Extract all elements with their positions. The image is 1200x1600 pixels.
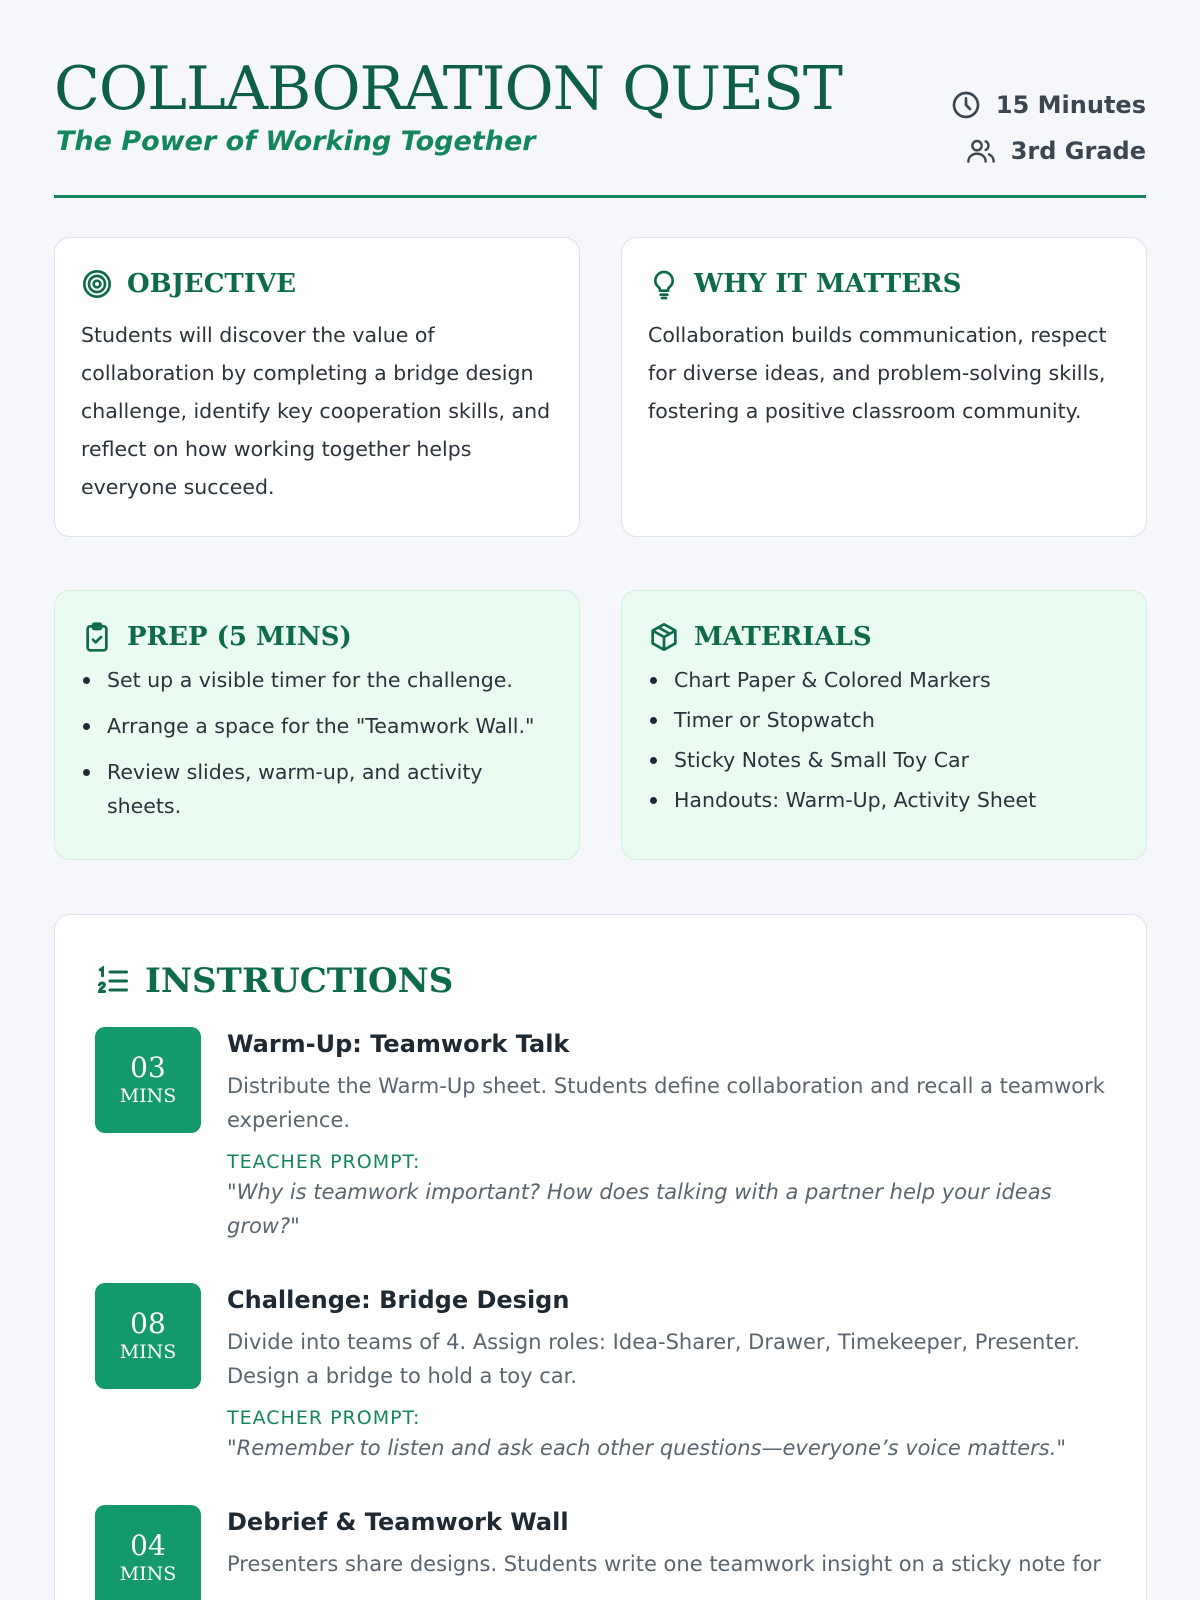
page-title: COLLABORATION QUEST — [54, 54, 842, 124]
material-item: Chart Paper & Colored Markers — [648, 663, 1120, 697]
instruction-step — [95, 1505, 1106, 1585]
materials-title: MATERIALS — [694, 622, 872, 652]
instructions-section — [54, 914, 1147, 1600]
lightbulb-icon — [648, 268, 680, 300]
list-ordered-icon — [95, 963, 131, 999]
step-minutes-unit: MINS — [119, 1085, 177, 1107]
instructions-title: INSTRUCTIONS — [145, 961, 454, 1001]
prep-item: Arrange a space for the "Teamwork Wall." — [81, 709, 553, 743]
duration-info — [950, 82, 1146, 128]
users-icon — [965, 135, 997, 167]
step-title: Debrief & Teamwork Wall — [227, 1508, 569, 1536]
step-minutes: 03 — [130, 1051, 166, 1084]
objective-title: OBJECTIVE — [127, 269, 296, 299]
prep-card — [54, 590, 580, 860]
duration-label: 15 Minutes — [995, 91, 1146, 119]
step-description: Presenters share designs. Students write one teamwork insight on a sticky note for — [227, 1552, 1102, 1576]
prep-item: Set up a visible timer for the challenge. — [81, 663, 553, 697]
materials-list — [648, 663, 1120, 817]
objective-card — [54, 237, 580, 537]
objective-text: Students will discover the value of collaboration by completing a bridge design challenge, identify key cooperation skills, and reflect on how working together helps everyone succeed. — [81, 323, 551, 499]
target-icon — [81, 268, 113, 300]
why-title: WHY IT MATTERS — [694, 269, 962, 299]
step-title: Warm-Up: Teamwork Talk — [227, 1030, 570, 1058]
step-minutes-unit: MINS — [119, 1341, 177, 1363]
prep-list — [81, 663, 553, 823]
material-item: Handouts: Warm-Up, Activity Sheet — [648, 783, 1120, 817]
why-text: Collaboration builds communication, respect for diverse ideas, and problem-solving skills, fostering a positive classroom community. — [648, 323, 1107, 423]
page-subtitle: The Power of Working Together — [56, 126, 536, 157]
prep-item: Review slides, warm-up, and activity sheets. — [81, 755, 553, 823]
material-item: Timer or Stopwatch — [648, 703, 1120, 737]
step-minutes: 08 — [130, 1307, 166, 1340]
step-time-badge — [95, 1505, 201, 1600]
clipboard-check-icon — [81, 621, 113, 653]
clock-icon — [950, 89, 982, 121]
lesson-meta — [950, 82, 1146, 174]
material-item: Sticky Notes & Small Toy Car — [648, 743, 1120, 777]
instruction-step — [95, 1283, 1106, 1465]
materials-card — [621, 590, 1147, 860]
grade-info — [950, 128, 1146, 174]
instruction-step — [95, 1027, 1106, 1243]
page-header — [54, 0, 1146, 198]
why-it-matters-card — [621, 237, 1147, 537]
step-description: Distribute the Warm-Up sheet. Students define collaboration and recall a teamwork experience. — [227, 1074, 1105, 1132]
step-time-badge — [95, 1283, 201, 1389]
teacher-prompt-text: "Why is teamwork important? How does talking with a partner help your ideas grow?" — [227, 1180, 1052, 1238]
prep-title: PREP (5 MINS) — [127, 622, 352, 652]
package-icon — [648, 621, 680, 653]
teacher-prompt-text: "Remember to listen and ask each other questions—everyone’s voice matters." — [227, 1436, 1067, 1460]
teacher-prompt-label: TEACHER PROMPT: — [227, 1407, 421, 1429]
teacher-prompt-label: TEACHER PROMPT: — [227, 1151, 421, 1173]
step-time-badge — [95, 1027, 201, 1133]
step-minutes-unit: MINS — [119, 1563, 177, 1585]
grade-label: 3rd Grade — [1010, 137, 1146, 165]
step-title: Challenge: Bridge Design — [227, 1286, 570, 1314]
step-description: Divide into teams of 4. Assign roles: Idea-Sharer, Drawer, Timekeeper, Presenter. Design a bridge to hold a toy car. — [227, 1330, 1080, 1388]
step-minutes: 04 — [130, 1529, 166, 1562]
